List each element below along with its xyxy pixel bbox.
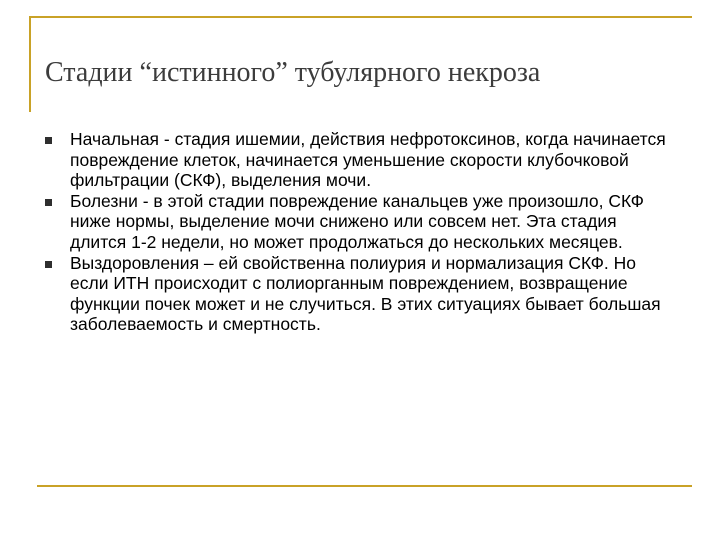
bullet-text: Болезни - в этой стадии повреждение канальцев уже произошло, СКФ ниже нормы, выделение мочи снижено или совсем нет. Эта стадия длится 1-2 недели, но может продолжаться до нескольких месяцев. — [70, 190, 644, 252]
bullet-list — [44, 129, 674, 335]
square-bullet-icon — [45, 137, 52, 144]
square-bullet-icon — [45, 261, 52, 268]
list-item — [44, 253, 674, 335]
frame-top-line — [29, 16, 692, 18]
frame-left-line — [29, 16, 31, 112]
slide-title: Стадии “истинного” тубулярного некроза — [45, 57, 541, 88]
bullet-text: Выздоровления – ей свойственна полиурия и нормализация СКФ. Но если ИТН происходит с полиорганным повреждением, возвращение функции почек может и не случиться. В этих ситуациях бывает большая заболеваемость и смертность. — [70, 252, 661, 335]
bottom-rule-line — [37, 485, 692, 487]
bullet-text: Начальная - стадия ишемии, действия нефротоксинов, когда начинается повреждение клеток, начинается уменьшение скорости клубочковой фильтрации (СКФ), выделения мочи. — [70, 129, 666, 191]
square-bullet-icon — [45, 199, 52, 206]
list-item — [44, 191, 674, 253]
list-item — [44, 129, 674, 191]
